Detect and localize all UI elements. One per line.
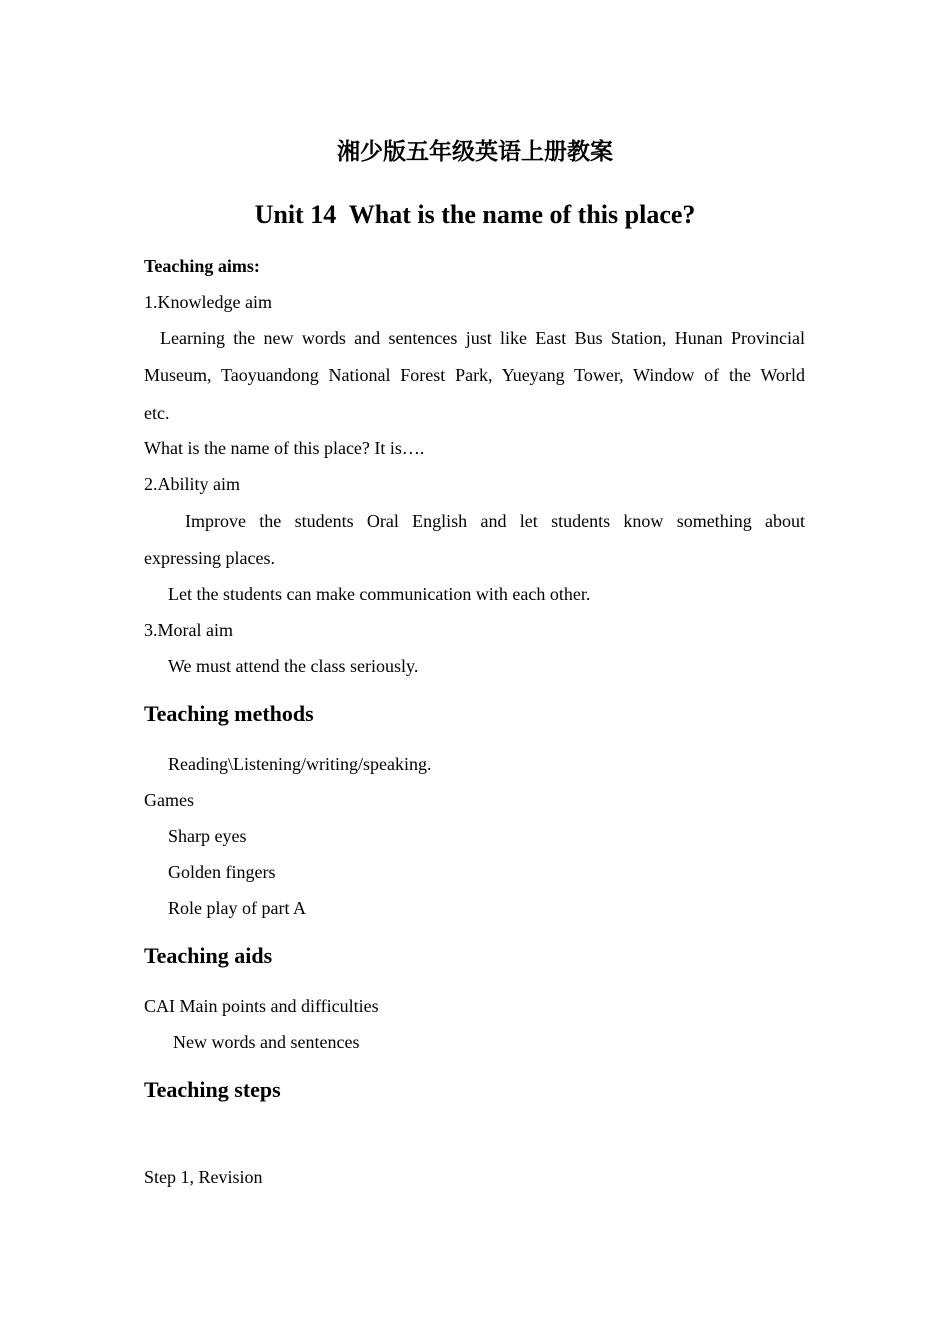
- ability-aim-text-line3: Let the students can make communication with each other.: [168, 584, 591, 604]
- teaching-methods-line1: Reading\Listening/writing/speaking.: [168, 754, 432, 774]
- knowledge-aim-text-line1: Learning the new words and sentences just like East Bus Station, Hunan Provincial: [160, 328, 805, 348]
- teaching-aims-label: Teaching aims:: [144, 256, 260, 276]
- teaching-steps-heading: Teaching steps: [144, 1077, 281, 1102]
- document-title-unit: Unit 14 What is the name of this place?: [254, 200, 696, 229]
- knowledge-aim-text-line2: Museum, Taoyuandong National Forest Park, Yueyang Tower, Window of the World: [144, 365, 805, 385]
- ability-aim-label: 2.Ability aim: [144, 474, 240, 494]
- knowledge-aim-sentence: What is the name of this place? It is….: [144, 438, 425, 458]
- teaching-step-1: Step 1, Revision: [144, 1167, 263, 1187]
- game-item: Golden fingers: [168, 862, 276, 882]
- teaching-aids-heading: Teaching aids: [144, 943, 273, 968]
- knowledge-aim-label: 1.Knowledge aim: [144, 292, 272, 312]
- game-item: Sharp eyes: [168, 826, 247, 846]
- ability-aim-text-line1: Improve the students Oral English and let students know something about: [185, 511, 805, 531]
- moral-aim-label: 3.Moral aim: [144, 620, 233, 640]
- teaching-methods-heading: Teaching methods: [144, 701, 314, 726]
- teaching-aids-line2: New words and sentences: [173, 1032, 360, 1052]
- ability-aim-text-line2: expressing places.: [144, 548, 275, 568]
- game-item: Role play of part A: [168, 898, 306, 918]
- moral-aim-text: We must attend the class seriously.: [168, 656, 419, 676]
- document-title-chinese: 湘少版五年级英语上册教案: [337, 139, 613, 165]
- games-label: Games: [144, 790, 194, 810]
- teaching-aids-line1: CAI Main points and difficulties: [144, 996, 379, 1016]
- knowledge-aim-text-line3: etc.: [144, 403, 170, 423]
